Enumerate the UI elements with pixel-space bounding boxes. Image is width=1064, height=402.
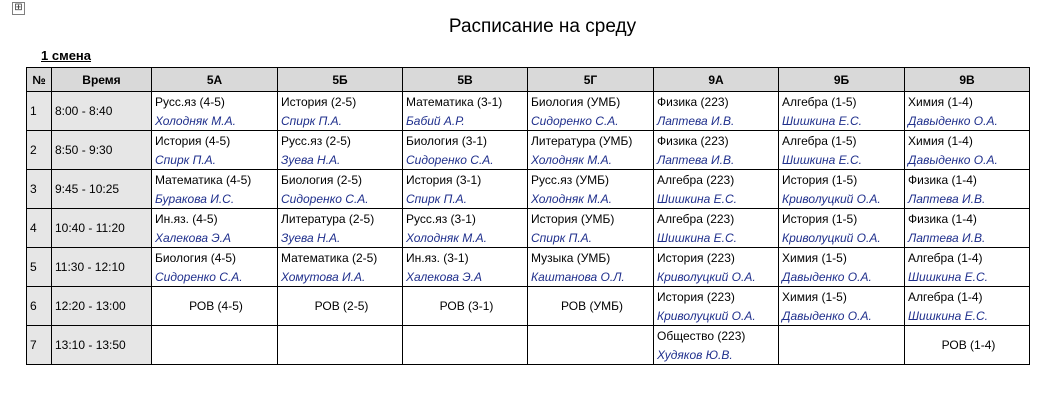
- subject-name: Ин.яз. (4-5): [155, 211, 218, 226]
- lesson-cell: [528, 248, 654, 287]
- teacher-name: Холодняк М.А.: [531, 152, 612, 167]
- lesson-number: 2: [27, 131, 52, 170]
- lesson-number: 6: [27, 287, 52, 326]
- subject-name: Физика (1-4): [908, 211, 977, 226]
- shift-label: 1 смена: [41, 48, 92, 63]
- lesson-row: [27, 209, 1030, 248]
- subject-name: История (4-5): [155, 133, 231, 148]
- lesson-cell: [528, 170, 654, 209]
- subject-name: Алгебра (1-5): [782, 133, 857, 148]
- teacher-name: Холодняк М.А.: [531, 191, 612, 206]
- lesson-row: [27, 248, 1030, 287]
- teacher-name: Криволуцкий О.А.: [782, 191, 881, 206]
- lesson-cell: [779, 92, 905, 131]
- column-header: 5А: [152, 68, 278, 92]
- lesson-time: 13:10 - 13:50: [52, 326, 152, 365]
- lesson-cell: [152, 248, 278, 287]
- lesson-time: 12:20 - 13:00: [52, 287, 152, 326]
- subject-name: Физика (223): [657, 94, 729, 109]
- lesson-row: [27, 326, 1030, 365]
- lesson-cell: [654, 209, 779, 248]
- empty-cell: [779, 326, 905, 365]
- teacher-name: Давыденко О.А.: [782, 269, 872, 284]
- lesson-cell: [654, 248, 779, 287]
- lesson-cell: РОВ (4-5): [152, 287, 278, 326]
- subject-name: Физика (223): [657, 133, 729, 148]
- subject-name: Биология (УМБ): [531, 94, 621, 109]
- lesson-time: 8:50 - 9:30: [52, 131, 152, 170]
- teacher-name: Сидоренко С.А.: [155, 269, 243, 284]
- subject-name: Ин.яз. (3-1): [406, 250, 469, 265]
- teacher-name: Спирк П.А.: [406, 191, 467, 206]
- teacher-name: Шишкина Е.С.: [657, 230, 737, 245]
- subject-name: Музыка (УМБ): [531, 250, 611, 265]
- lesson-cell: [403, 131, 528, 170]
- teacher-name: Криволуцкий О.А.: [657, 269, 756, 284]
- lesson-cell: [905, 170, 1030, 209]
- teacher-name: Холодняк М.А.: [155, 113, 236, 128]
- lesson-row: [27, 170, 1030, 209]
- column-header: №: [27, 68, 52, 92]
- lesson-cell: [528, 131, 654, 170]
- lesson-cell: РОВ (1-4): [905, 326, 1030, 365]
- lesson-cell: РОВ (2-5): [278, 287, 403, 326]
- subject-name: Алгебра (223): [657, 211, 735, 226]
- column-header: 5В: [403, 68, 528, 92]
- lesson-cell: [152, 209, 278, 248]
- lesson-time: 10:40 - 11:20: [52, 209, 152, 248]
- subject-name: Русс.яз (2-5): [281, 133, 351, 148]
- teacher-name: Холодняк М.А.: [406, 230, 487, 245]
- teacher-name: Шишкина Е.С.: [908, 269, 988, 284]
- lesson-cell: [905, 209, 1030, 248]
- teacher-name: Шишкина Е.С.: [908, 308, 988, 323]
- lesson-cell: [278, 131, 403, 170]
- teacher-name: Давыденко О.А.: [782, 308, 872, 323]
- teacher-name: Зуева Н.А.: [281, 230, 341, 245]
- lesson-cell: [528, 92, 654, 131]
- lesson-number: 4: [27, 209, 52, 248]
- lesson-cell: [403, 92, 528, 131]
- lesson-cell: [152, 92, 278, 131]
- subject-name: Биология (3-1): [406, 133, 488, 148]
- column-header: Время: [52, 68, 152, 92]
- lesson-cell: [654, 170, 779, 209]
- subject-name: Общество (223): [657, 328, 746, 343]
- lesson-cell: [905, 287, 1030, 326]
- lesson-cell: [528, 209, 654, 248]
- subject-name: История (3-1): [406, 172, 482, 187]
- lesson-cell: [403, 209, 528, 248]
- lesson-row: [27, 92, 1030, 131]
- teacher-name: Шишкина Е.С.: [782, 113, 862, 128]
- lesson-cell: [779, 131, 905, 170]
- teacher-name: Халекова Э.А: [406, 269, 482, 284]
- subject-name: История (2-5): [281, 94, 357, 109]
- lesson-cell: [278, 92, 403, 131]
- empty-cell: [528, 326, 654, 365]
- teacher-name: Лаптева И.В.: [908, 191, 986, 206]
- subject-name: История (1-5): [782, 211, 858, 226]
- subject-name: Литература (2-5): [281, 211, 375, 226]
- lesson-cell: [278, 248, 403, 287]
- teacher-name: Худяков Ю.В.: [657, 347, 733, 362]
- subject-name: Математика (4-5): [155, 172, 252, 187]
- subject-name: История (223): [657, 250, 735, 265]
- teacher-name: Бабий А.Р.: [406, 113, 465, 128]
- subject-name: История (1-5): [782, 172, 858, 187]
- subject-name: Русс.яз (УМБ): [531, 172, 610, 187]
- lesson-cell: [654, 287, 779, 326]
- teacher-name: Сидоренко С.А.: [531, 113, 619, 128]
- lesson-cell: [403, 170, 528, 209]
- subject-name: Химия (1-5): [782, 289, 847, 304]
- lesson-cell: [654, 131, 779, 170]
- teacher-name: Спирк П.А.: [531, 230, 592, 245]
- subject-name: Биология (4-5): [155, 250, 237, 265]
- lesson-cell: [779, 209, 905, 248]
- subject-name: Химия (1-4): [908, 133, 973, 148]
- lesson-time: 9:45 - 10:25: [52, 170, 152, 209]
- teacher-name: Давыденко О.А.: [908, 113, 998, 128]
- teacher-name: Буракова И.С.: [155, 191, 235, 206]
- teacher-name: Сидоренко С.А.: [406, 152, 494, 167]
- lesson-cell: [278, 209, 403, 248]
- column-header: 5Б: [278, 68, 403, 92]
- column-header: 9А: [654, 68, 779, 92]
- teacher-name: Шишкина Е.С.: [657, 191, 737, 206]
- column-header: 5Г: [528, 68, 654, 92]
- subject-name: Литература (УМБ): [531, 133, 633, 148]
- lesson-time: 11:30 - 12:10: [52, 248, 152, 287]
- lesson-cell: [905, 131, 1030, 170]
- lesson-number: 1: [27, 92, 52, 131]
- lesson-cell: [654, 92, 779, 131]
- subject-name: Алгебра (223): [657, 172, 735, 187]
- subject-name: Русс.яз (3-1): [406, 211, 476, 226]
- subject-name: Русс.яз (4-5): [155, 94, 225, 109]
- column-header: 9Б: [779, 68, 905, 92]
- teacher-name: Давыденко О.А.: [908, 152, 998, 167]
- lesson-number: 3: [27, 170, 52, 209]
- teacher-name: Лаптева И.В.: [657, 113, 735, 128]
- schedule-table: [26, 67, 1030, 365]
- lesson-cell: [654, 326, 779, 365]
- teacher-name: Хомутова И.А.: [281, 269, 366, 284]
- subject-name: Математика (3-1): [406, 94, 503, 109]
- subject-name: Физика (1-4): [908, 172, 977, 187]
- teacher-name: Спирк П.А.: [155, 152, 216, 167]
- subject-name: Алгебра (1-4): [908, 289, 983, 304]
- teacher-name: Шишкина Е.С.: [782, 152, 862, 167]
- page-title: Расписание на среду: [448, 16, 637, 37]
- subject-name: История (223): [657, 289, 735, 304]
- subject-name: Алгебра (1-5): [782, 94, 857, 109]
- subject-name: Химия (1-4): [908, 94, 973, 109]
- lesson-cell: [403, 248, 528, 287]
- lesson-number: 7: [27, 326, 52, 365]
- lesson-cell: [152, 131, 278, 170]
- subject-name: История (УМБ): [531, 211, 615, 226]
- teacher-name: Сидоренко С.А.: [281, 191, 369, 206]
- table-move-handle-icon[interactable]: ⊞: [12, 2, 25, 15]
- column-header: 9В: [905, 68, 1030, 92]
- lesson-cell: [278, 170, 403, 209]
- lesson-cell: [779, 170, 905, 209]
- header-row: [27, 68, 1030, 92]
- lesson-cell: [905, 248, 1030, 287]
- teacher-name: Криволуцкий О.А.: [657, 308, 756, 323]
- subject-name: Алгебра (1-4): [908, 250, 983, 265]
- lesson-row: [27, 131, 1030, 170]
- teacher-name: Каштанова О.Л.: [531, 269, 625, 284]
- lesson-number: 5: [27, 248, 52, 287]
- empty-cell: [152, 326, 278, 365]
- teacher-name: Криволуцкий О.А.: [782, 230, 881, 245]
- teacher-name: Зуева Н.А.: [281, 152, 341, 167]
- empty-cell: [403, 326, 528, 365]
- teacher-name: Халекова Э.А: [155, 230, 231, 245]
- subject-name: Биология (2-5): [281, 172, 363, 187]
- lesson-cell: [905, 92, 1030, 131]
- empty-cell: [278, 326, 403, 365]
- lesson-time: 8:00 - 8:40: [52, 92, 152, 131]
- teacher-name: Лаптева И.В.: [908, 230, 986, 245]
- teacher-name: Лаптева И.В.: [657, 152, 735, 167]
- lesson-cell: [152, 170, 278, 209]
- teacher-name: Спирк П.А.: [281, 113, 342, 128]
- lesson-row: [27, 287, 1030, 326]
- subject-name: Химия (1-5): [782, 250, 847, 265]
- lesson-cell: [779, 287, 905, 326]
- lesson-cell: РОВ (УМБ): [528, 287, 654, 326]
- lesson-cell: [779, 248, 905, 287]
- subject-name: Математика (2-5): [281, 250, 378, 265]
- lesson-cell: РОВ (3-1): [403, 287, 528, 326]
